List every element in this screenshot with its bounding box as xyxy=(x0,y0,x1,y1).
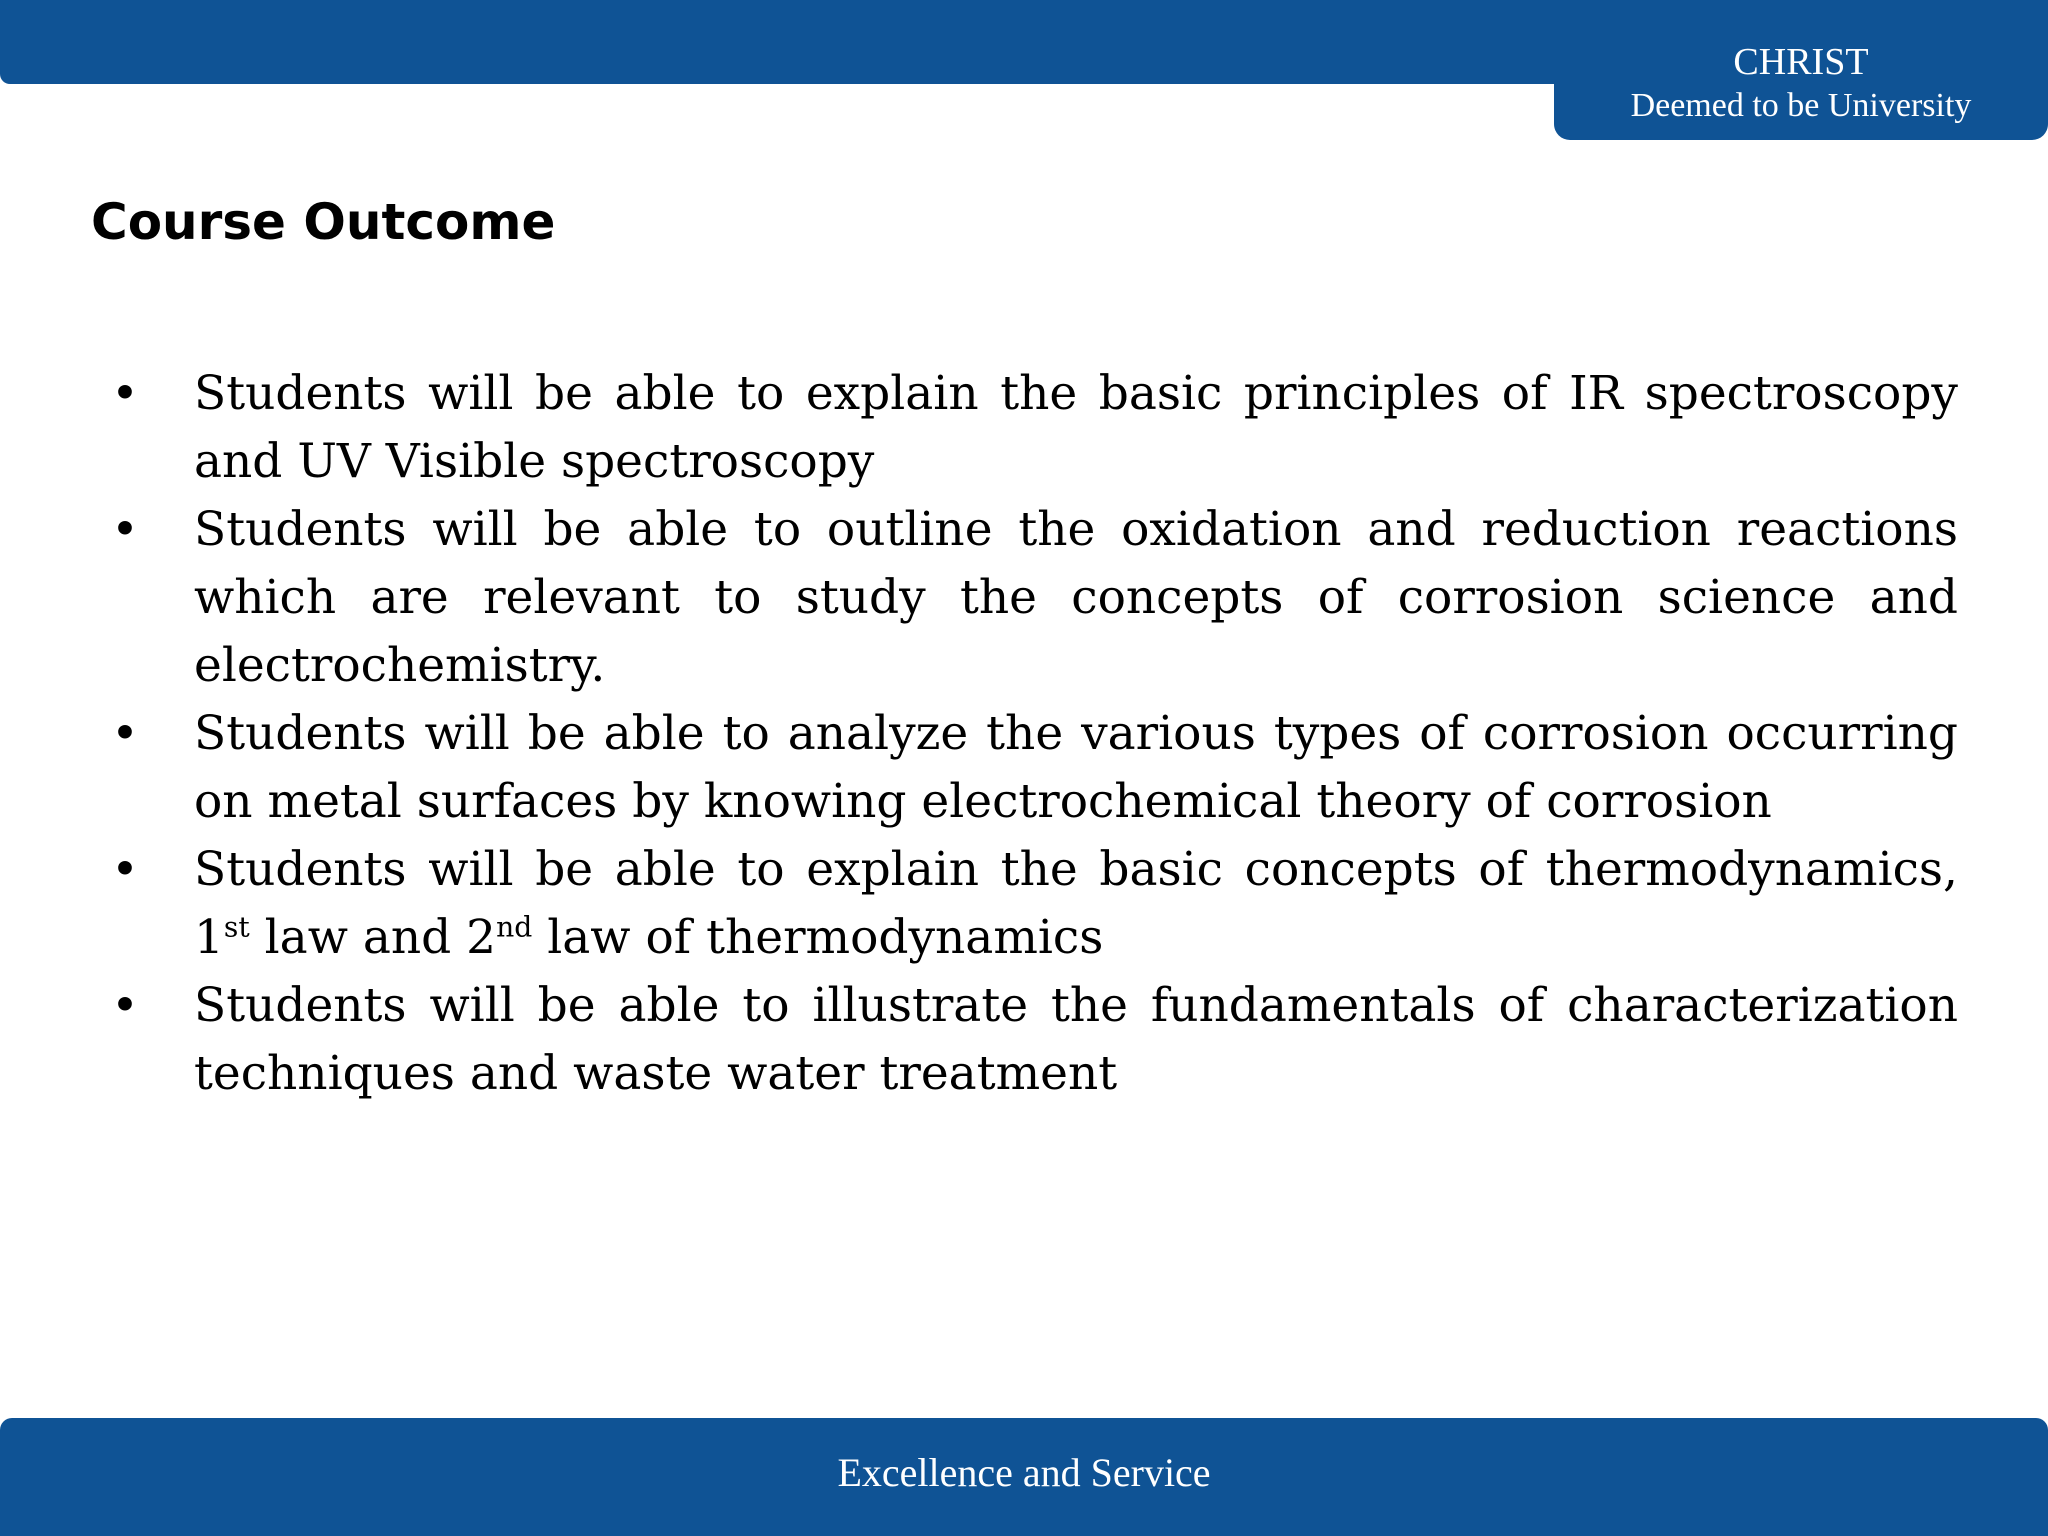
outcome-text: Students will be able to analyze the various types of corrosion occurring on metal surfaces by knowing electrochemical theory of corrosion xyxy=(194,706,1958,829)
university-name: CHRIST xyxy=(1733,41,1869,83)
outcome-item-4 xyxy=(110,836,1958,972)
outcome-item-1 xyxy=(110,360,1958,496)
outcome-text-part: law and 2 xyxy=(249,910,497,965)
page-title: Course Outcome xyxy=(91,193,556,251)
footer-tagline: Excellence and Service xyxy=(837,1450,1211,1495)
bullet-icon: • xyxy=(111,978,139,1033)
ordinal-suffix-second: nd xyxy=(496,910,533,944)
outcome-text: Students will be able to outline the oxidation and reduction reactions which are relevant to study the concepts of corrosion science and electrochemistry. xyxy=(194,502,1958,693)
outcome-item-5 xyxy=(110,972,1958,1108)
bullet-icon: • xyxy=(111,842,139,897)
outcome-item-2 xyxy=(110,496,1958,700)
outcome-item-3 xyxy=(110,700,1958,836)
footer-bar xyxy=(0,1418,2048,1536)
bullet-icon: • xyxy=(111,706,139,761)
bullet-icon: • xyxy=(111,366,139,421)
outcome-text-part: law of thermodynamics xyxy=(532,910,1104,965)
university-subtitle: Deemed to be University xyxy=(1630,87,1972,124)
outcome-text-part: Students will be able to explain the basic concepts of thermodynamics, 1 xyxy=(194,842,1958,965)
outcome-text: Students will be able to illustrate the fundamentals of characterization techniques and waste water treatment xyxy=(194,978,1958,1101)
outcome-text xyxy=(194,842,1958,965)
university-brand-tab xyxy=(1554,0,2048,140)
outcome-text: Students will be able to explain the basic principles of IR spectroscopy and UV Visible spectroscopy xyxy=(194,366,1958,489)
course-outcomes-list xyxy=(110,360,1958,1108)
bullet-icon: • xyxy=(111,502,139,557)
ordinal-suffix-first: st xyxy=(223,910,250,944)
